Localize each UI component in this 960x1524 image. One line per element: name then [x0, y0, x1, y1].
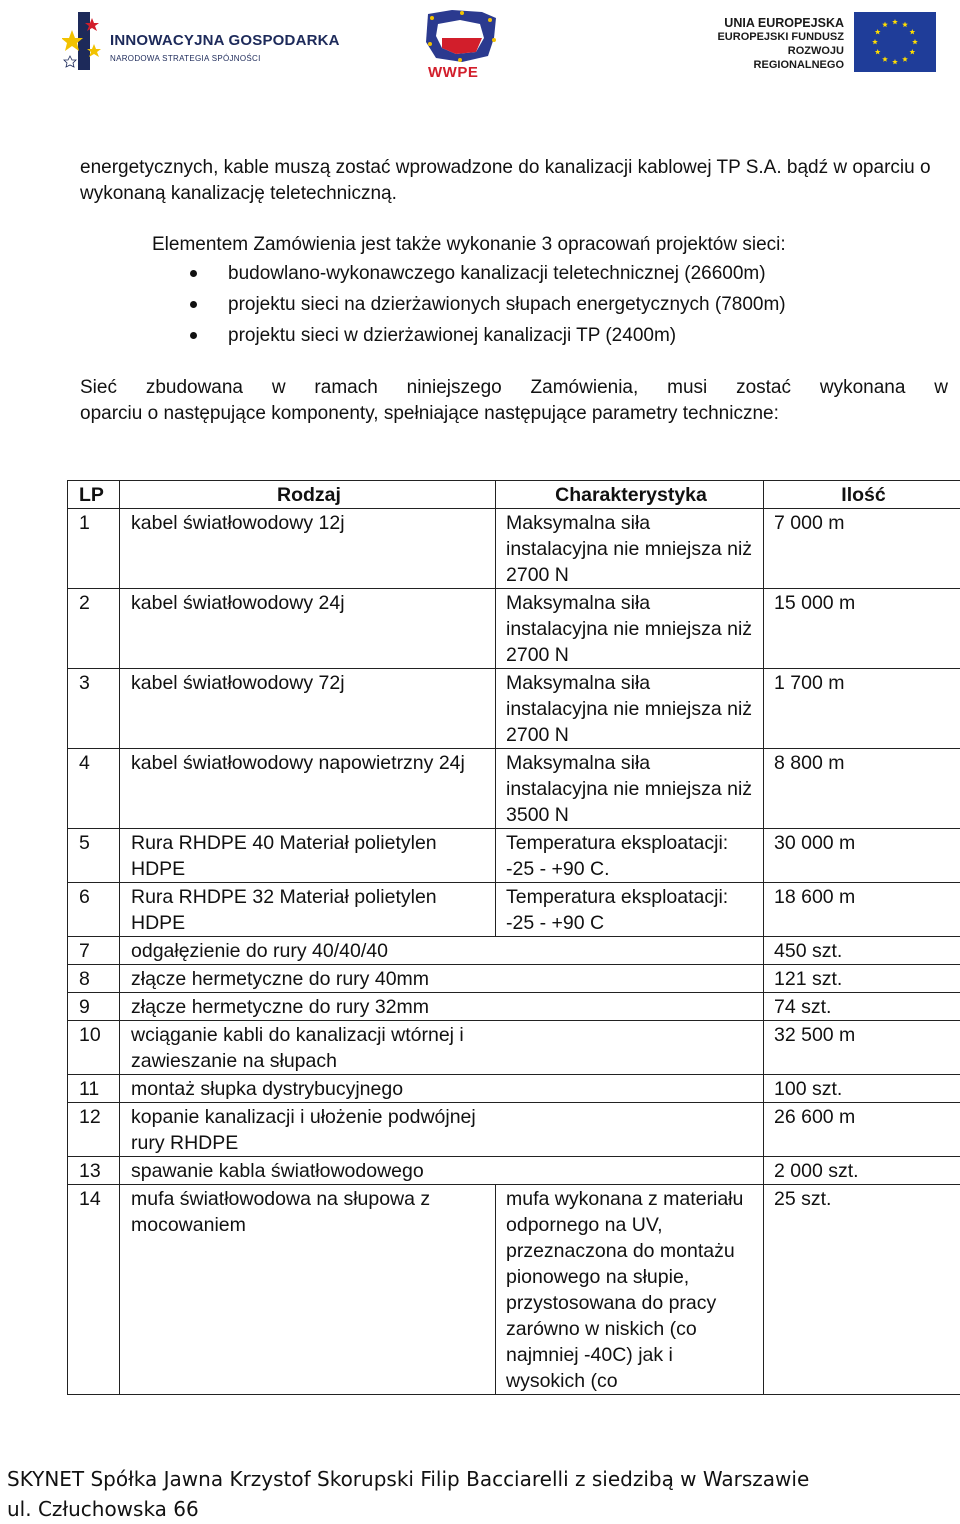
- table-row: [68, 937, 960, 965]
- projects-list: [190, 258, 786, 351]
- row-spec: [496, 1075, 764, 1103]
- list-item: [190, 258, 786, 289]
- row-lp: 7: [68, 937, 120, 965]
- row-type: złącze hermetyczne do rury 40mm: [120, 965, 496, 993]
- table-row: [68, 993, 960, 1021]
- row-type: kabel światłowodowy 72j: [120, 669, 496, 749]
- table-row: [68, 1075, 960, 1103]
- components-paragraph-line1: Sieć zbudowana w ramach niniejszego Zamówienia, musi zostać wykonana w: [80, 375, 948, 401]
- row-lp: 5: [68, 829, 120, 883]
- row-type: wciąganie kabli do kanalizacji wtórnej i zawieszanie na słupach: [120, 1021, 496, 1075]
- table-row: [68, 1185, 960, 1395]
- footer-line2: ul. Człuchowska 66: [7, 1494, 809, 1524]
- bullet-icon: [190, 270, 197, 277]
- eu-logo-line1: UNIA EUROPEJSKA: [706, 16, 844, 30]
- header-lp: LP: [68, 481, 120, 509]
- eu-logo-line3: ROZWOJU REGIONALNEGO: [706, 44, 844, 72]
- row-qty: 8 800 m: [764, 749, 960, 829]
- row-type: złącze hermetyczne do rury 32mm: [120, 993, 496, 1021]
- page-footer: [7, 1464, 809, 1524]
- row-type: kabel światłowodowy 12j: [120, 509, 496, 589]
- row-lp: 12: [68, 1103, 120, 1157]
- row-qty: 26 600 m: [764, 1103, 960, 1157]
- row-spec: Temperatura eksploatacji: -25 - +90 C: [496, 883, 764, 937]
- row-spec: Maksymalna siła instalacyjna nie mniejsza niż 2700 N: [496, 589, 764, 669]
- header-type: Rodzaj: [120, 481, 496, 509]
- innowacyjna-gospodarka-logo: [62, 10, 302, 72]
- row-lp: 14: [68, 1185, 120, 1395]
- row-spec: [496, 993, 764, 1021]
- row-qty: 15 000 m: [764, 589, 960, 669]
- bullet-icon: [190, 301, 197, 308]
- row-spec: Maksymalna siła instalacyjna nie mniejsza niż 2700 N: [496, 509, 764, 589]
- row-spec: Maksymalna siła instalacyjna nie mniejsza niż 2700 N: [496, 669, 764, 749]
- row-qty: 121 szt.: [764, 965, 960, 993]
- row-type: mufa światłowodowa na słupowa z mocowaniem: [120, 1185, 496, 1395]
- row-lp: 11: [68, 1075, 120, 1103]
- row-spec: Maksymalna siła instalacyjna nie mniejsza niż 3500 N: [496, 749, 764, 829]
- wwpe-logo-label: WWPE: [428, 64, 478, 81]
- ig-stars-icon: [62, 10, 106, 72]
- table-row: [68, 883, 960, 937]
- row-spec: [496, 1103, 764, 1157]
- row-type: kabel światłowodowy napowietrzny 24j: [120, 749, 496, 829]
- row-qty: 74 szt.: [764, 993, 960, 1021]
- ig-logo-title: INNOWACYJNA GOSPODARKA: [110, 32, 340, 49]
- row-qty: 100 szt.: [764, 1075, 960, 1103]
- components-paragraph-line2: oparciu o następujące komponenty, spełniające następujące parametry techniczne:: [80, 403, 779, 424]
- page-header: [0, 0, 960, 90]
- ig-logo-subtitle: NARODOWA STRATEGIA SPÓJNOŚCI: [110, 54, 261, 63]
- row-type: spawanie kabla światłowodowego: [120, 1157, 496, 1185]
- wwpe-logo: [422, 8, 500, 82]
- row-type: Rura RHDPE 32 Materiał polietylen HDPE: [120, 883, 496, 937]
- row-lp: 6: [68, 883, 120, 937]
- row-spec: mufa wykonana z materiału odpornego na UV, przeznaczona do montażu pionowego na słupie, przystosowana do pracy zarówno w niskich (co najmniej -40C) jak i wysokich (co: [496, 1185, 764, 1395]
- table-row: [68, 1103, 960, 1157]
- list-item-text: projektu sieci na dzierżawionych słupach energetycznych (7800m): [228, 294, 786, 315]
- header-spec: Charakterystyka: [496, 481, 764, 509]
- eu-logo: [706, 12, 936, 76]
- row-lp: 3: [68, 669, 120, 749]
- table-body: [68, 509, 960, 1395]
- list-item: [190, 320, 786, 351]
- eu-flag-icon: [854, 12, 936, 72]
- row-type: odgałęzienie do rury 40/40/40: [120, 937, 496, 965]
- row-type: kabel światłowodowy 24j: [120, 589, 496, 669]
- intro-paragraph: energetycznych, kable muszą zostać wprowadzone do kanalizacji kablowej TP S.A. bądź w oparciu o wykonaną kanalizację teletechniczną.: [80, 155, 948, 207]
- row-type: kopanie kanalizacji i ułożenie podwójnej rury RHDPE: [120, 1103, 496, 1157]
- row-spec: [496, 1021, 764, 1075]
- components-paragraph: [80, 375, 948, 427]
- eu-logo-line2: EUROPEJSKI FUNDUSZ: [706, 30, 844, 44]
- row-qty: 450 szt.: [764, 937, 960, 965]
- row-lp: 9: [68, 993, 120, 1021]
- row-qty: 25 szt.: [764, 1185, 960, 1395]
- row-type: montaż słupka dystrybucyjnego: [120, 1075, 496, 1103]
- table-header-row: [68, 481, 960, 509]
- footer-line1: SKYNET Spółka Jawna Krzystof Skorupski Filip Bacciarelli z siedzibą w Warszawie: [7, 1464, 809, 1494]
- row-lp: 4: [68, 749, 120, 829]
- row-qty: 1 700 m: [764, 669, 960, 749]
- row-qty: 7 000 m: [764, 509, 960, 589]
- row-lp: 8: [68, 965, 120, 993]
- list-item-text: budowlano-wykonawczego kanalizacji teletechnicznej (26600m): [228, 263, 766, 284]
- row-type: Rura RHDPE 40 Materiał polietylen HDPE: [120, 829, 496, 883]
- row-spec: [496, 937, 764, 965]
- wwpe-map-icon: [422, 8, 500, 64]
- projects-lead: Elementem Zamówienia jest także wykonanie 3 opracowań projektów sieci:: [152, 232, 952, 258]
- components-table: [67, 480, 960, 1395]
- row-qty: 2 000 szt.: [764, 1157, 960, 1185]
- table-row: [68, 749, 960, 829]
- row-lp: 1: [68, 509, 120, 589]
- table-row: [68, 1021, 960, 1075]
- row-qty: 32 500 m: [764, 1021, 960, 1075]
- row-lp: 13: [68, 1157, 120, 1185]
- table-row: [68, 669, 960, 749]
- row-qty: 30 000 m: [764, 829, 960, 883]
- header-qty: Ilość: [764, 481, 960, 509]
- row-qty: 18 600 m: [764, 883, 960, 937]
- list-item: [190, 289, 786, 320]
- row-lp: 2: [68, 589, 120, 669]
- table-row: [68, 965, 960, 993]
- table-row: [68, 509, 960, 589]
- row-spec: Temperatura eksploatacji: -25 - +90 C.: [496, 829, 764, 883]
- list-item-text: projektu sieci w dzierżawionej kanalizacji TP (2400m): [228, 325, 676, 346]
- bullet-icon: [190, 332, 197, 339]
- row-spec: [496, 965, 764, 993]
- table-row: [68, 589, 960, 669]
- table-row: [68, 829, 960, 883]
- table-row: [68, 1157, 960, 1185]
- row-lp: 10: [68, 1021, 120, 1075]
- row-spec: [496, 1157, 764, 1185]
